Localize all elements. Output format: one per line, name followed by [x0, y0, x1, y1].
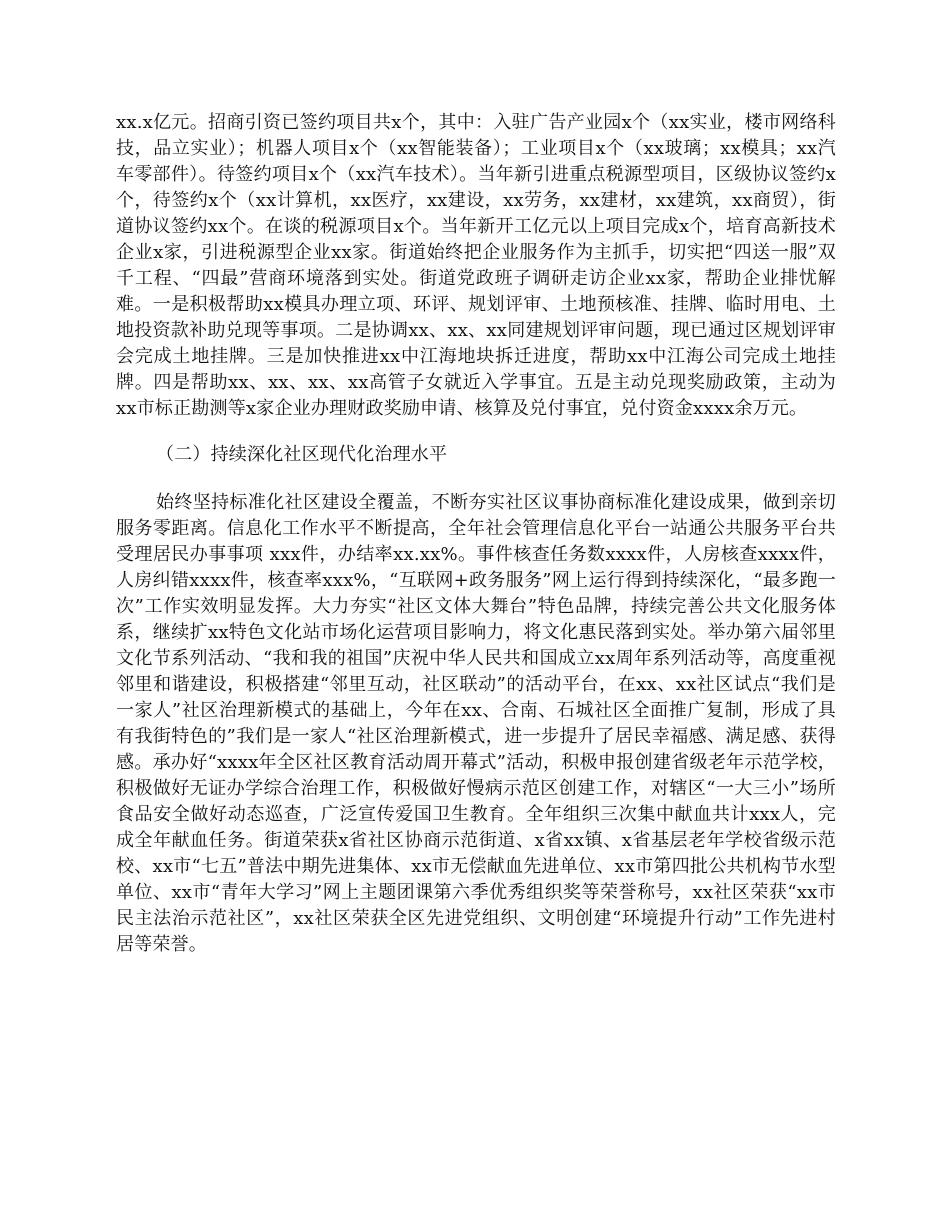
paragraph-community-governance: 始终坚持标准化社区建设全覆盖，不断夯实社区议事协商标准化建设成果，做到亲切服务零距离。信息化工作水平不断提高，全年社会管理信息化平台一站通公共服务平台共受理居民办事事项 xxx件，办结率xx.xx%。事件核查任务数xxxx件，人房核查xxxx件，人房纠错xxxx件，核查率xxx%，“互联网+政务服务”网上运行得到持续深化，“最多跑一次”工作实效明显发挥。大力夯实“社区文体大舞台”特色品牌，持续完善公共文化服务体系，继续扩xx特色文化站市场化运营项目影响力，将文化惠民落到实处。举办第六届邻里文化节系列活动、“我和我的祖国”庆祝中华人民共和国成立xx周年系列活动等，高度重视邻里和谐建设，积极搭建“邻里互动，社区联动”的活动平台，在xx、xx社区试点“我们是一家人”社区治理新模式的基础上，今年在xx、合南、石城社区全面推广复制，形成了具有我街特色的”我们是一家人“社区治理新模式，进一步提升了居民幸福感、满足感、获得感。承办好“xxxx年全区社区教育活动周开幕式”活动，积极申报创建省级老年示范学校，积极做好无证办学综合治理工作，积极做好慢病示范区创建工作，对辖区“一大三小”场所食品安全做好动态巡查，广泛宣传爱国卫生教育。全年组织三次集中献血共计xxx人，完成全年献血任务。街道荣获x省社区协商示范街道、x省xx镇、x省基层老年学校省级示范校、xx市“七五”普法中期先进集体、xx市无偿献血先进单位、xx市第四批公共机构节水型单位、xx市“青年大学习”网上主题团课第六季优秀组织奖等荣誉称号，xx社区荣获“xx市民主法治示范社区”，xx社区荣获全区先进党组织、文明创建“环境提升行动”工作先进村居等荣誉。: [116, 492, 836, 955]
section-heading: （二）持续深化社区现代化治理水平: [156, 444, 448, 465]
document-body: [116, 110, 836, 958]
paragraph-investment: xx.x亿元。招商引资已签约项目共x个，其中：入驻广告产业园x个（xx实业，楼市网络科技，品立实业）；机器人项目x个（xx智能装备）；工业项目x个（xx玻璃；xx模具；xx汽车零部件）。待签约项目x个（xx汽车技术）。当年新引进重点税源型项目，区级协议签约x个，待签约x个（xx计算机，xx医疗，xx建设，xx劳务，xx建材，xx建筑，xx商贸），街道协议签约xx个。在谈的税源项目x个。当年新开工亿元以上项目完成x个，培育高新技术企业x家，引进税源型企业xx家。街道始终把企业服务作为主抓手，切实把“四送一服”双千工程、“四最”营商环境落到实处。街道党政班子调研走访企业xx家，帮助企业排忧解难。一是积极帮助xx模具办理立项、环评、规划评审、土地预核准、挂牌、临时用电、土地投资款补助兑现等事项。二是协调xx、xx、xx同建规划评审问题，现已通过区规划评审会完成土地挂牌。三是加快推进xx中江海地块拆迁进度，帮助xx中江海公司完成土地挂牌。四是帮助xx、xx、xx、xx高管子女就近入学事宜。五是主动兑现奖励政策，主动为xx市标正勘测等x家企业办理财政奖励申请、核算及兑付事宜，兑付资金xxxx余万元。: [116, 112, 836, 419]
